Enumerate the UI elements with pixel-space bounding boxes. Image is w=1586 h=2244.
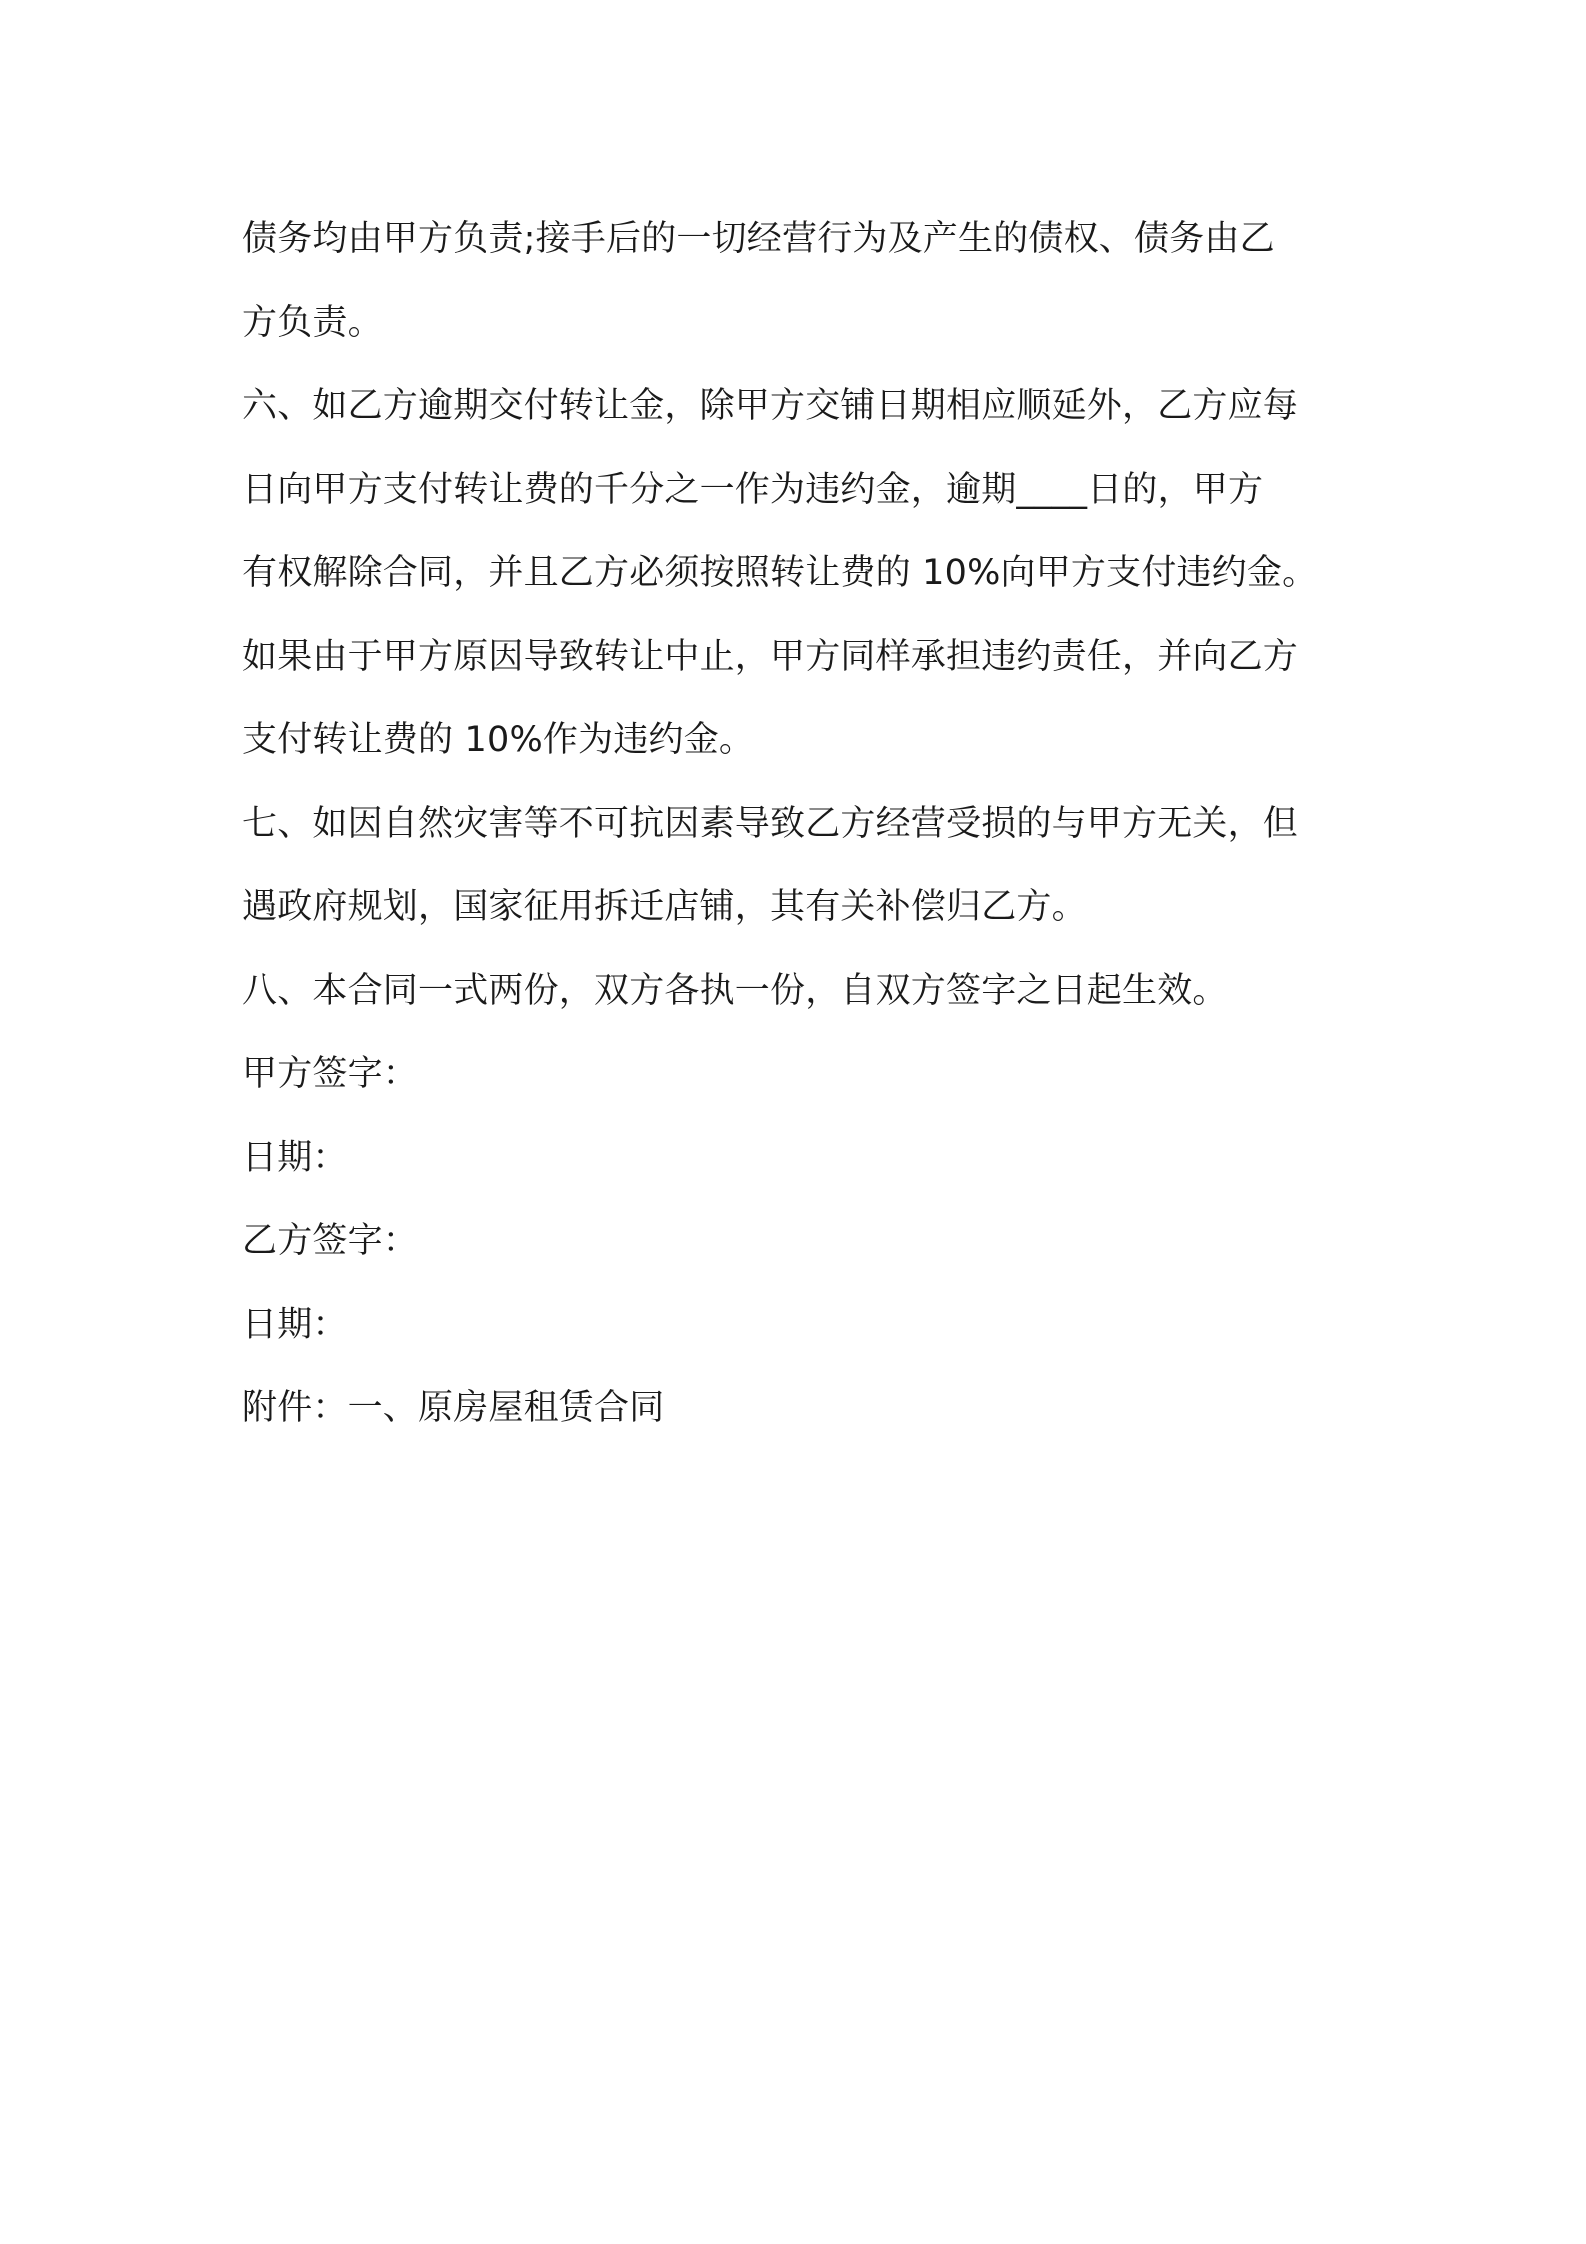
clause-five-continued-line-2: 方负责。 [242, 302, 383, 343]
attachment-line: 附件：一、原房屋租赁合同 [242, 1388, 665, 1428]
document-body [242, 198, 1362, 1451]
party-b-date-label: 日期： [242, 1304, 348, 1345]
clause-six-line-1: 六、如乙方逾期交付转让金，除甲方交铺日期相应顺延外，乙方应每 [242, 386, 1299, 426]
clause-six-line-3: 有权解除合同，并且乙方必须按照转让费的 10%向甲方支付违约金。 [242, 553, 1318, 593]
clause-seven-line-1: 七、如因自然灾害等不可抗因素导致乙方经营受损的与甲方无关，但 [242, 803, 1299, 844]
clause-eight: 八、本合同一式两份，双方各执一份，自双方签字之日起生效。 [242, 970, 1228, 1011]
clause-seven-line-2: 遇政府规划，国家征用拆迁店铺，其有关补偿归乙方。 [242, 887, 1087, 927]
party-b-signature-label: 乙方签字： [242, 1221, 419, 1261]
clause-six-line-2: 日向甲方支付转让费的千分之一作为违约金，逾期____日的，甲方 [242, 469, 1264, 510]
party-a-date-label: 日期： [242, 1137, 348, 1178]
clause-five-continued-line-1: 债务均由甲方负责;接手后的一切经营行为及产生的债权、债务由乙 [242, 219, 1275, 259]
clause-six-line-5: 支付转让费的 10%作为违约金。 [242, 720, 755, 760]
clause-six-line-4: 如果由于甲方原因导致转让中止，甲方同样承担违约责任，并向乙方 [242, 636, 1299, 677]
party-a-signature-label: 甲方签字： [242, 1054, 419, 1094]
